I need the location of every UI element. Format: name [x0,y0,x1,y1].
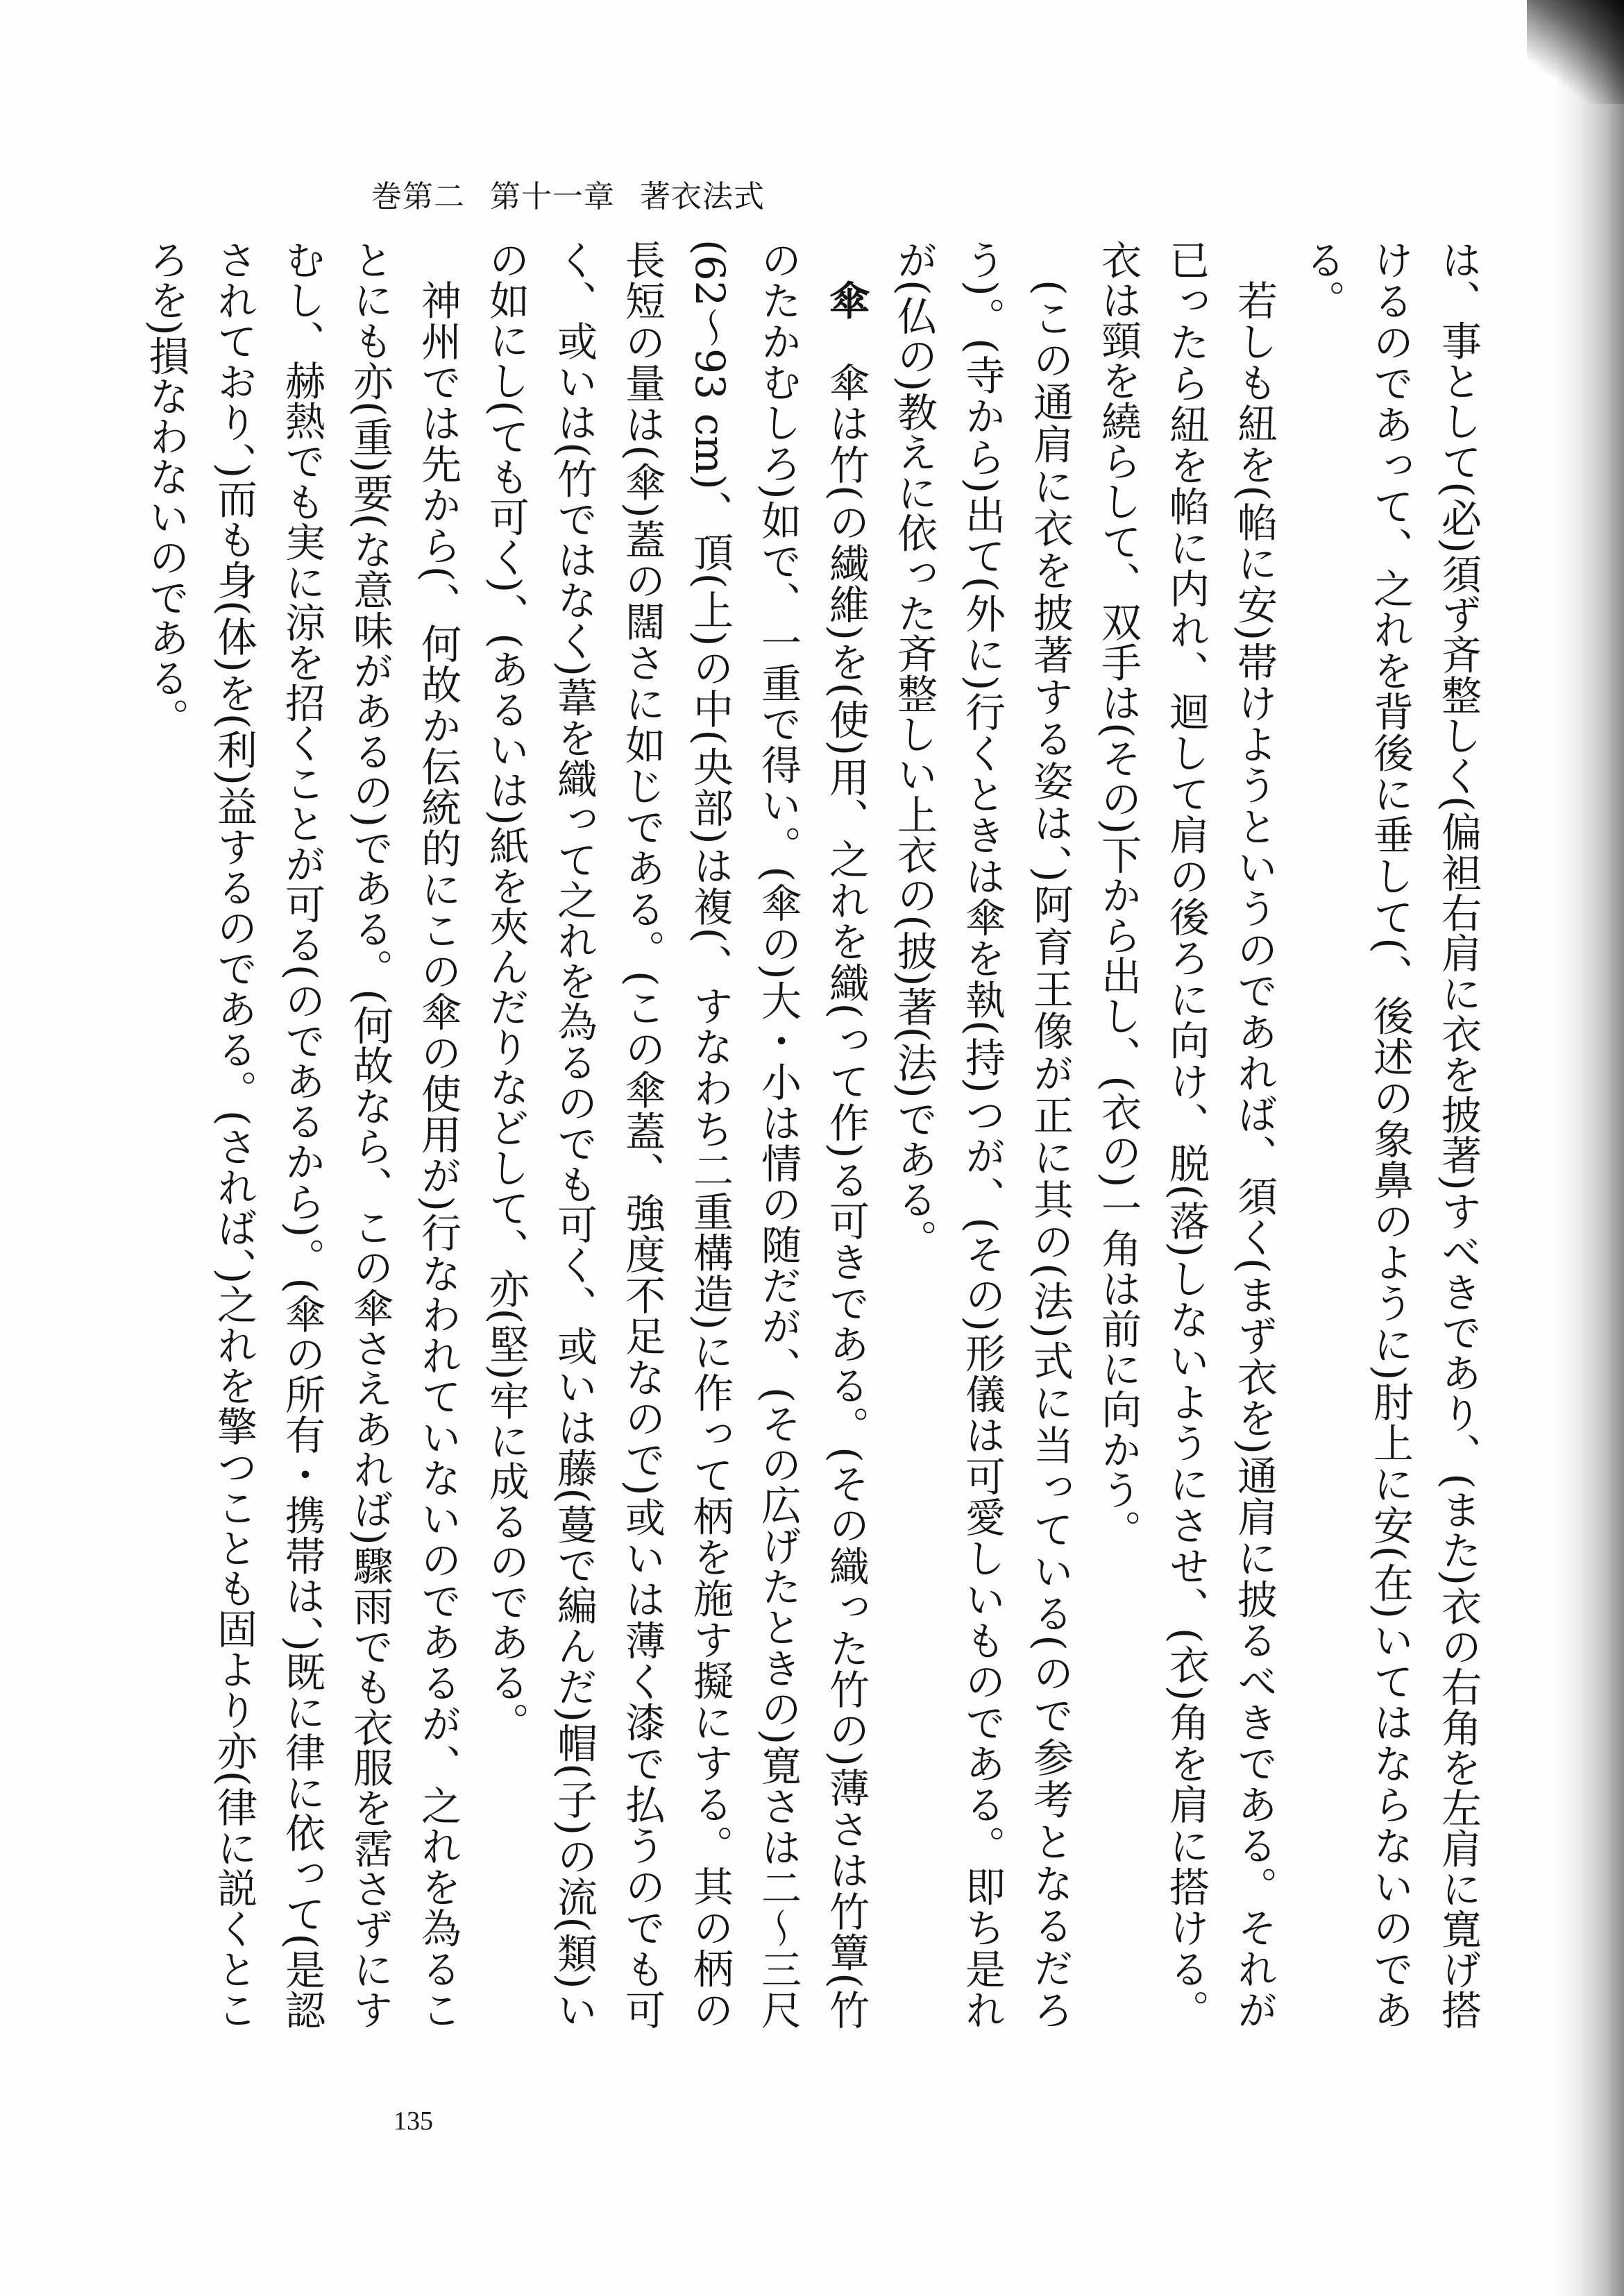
header-chapter: 第十一章 [490,179,615,214]
paragraph-text: (この通肩に衣を披著する姿は、)阿育王像が正に其の(法)式に当っている(ので参考となるだろう)。(寺から)出て(外に)行くときは傘を執(持)つが、(その)形儀は可愛しいものである。即ち是れが(仏の)教えに依った斉整しい上衣の(披)著(法)である。 [890,239,1074,2030]
paragraph-text: 傘は竹(の繊維)を(使)用、之れを織(って作)る可きである。(その織った竹の)薄さは竹簟(竹のたかむしろ)如で、一重で得い。(傘の)大・小は情の随だが、(その広げたときの)寛さは二～三尺(62～93 cm)、頂(上)の中(央部)は複(、すなわち二重構造)に作って柄を施す擬にする。其の柄の長短の量は(傘)蓋の闊さに如じである。(この傘蓋、強度不足なので)或いは薄く漆で払うのでも可く、或いは(竹ではなく)葦を織って之れを為るのでも可く、或いは藤(蔓で編んだ)帽(子)の流(類)いの如にし(ても可く)、(あるいは)紙を夾んだりなどして、亦(堅)牢に成るのである。 [482,239,870,2030]
scan-corner-shadow [1527,0,1624,104]
header-volume: 巻第二 [371,179,465,214]
header-section: 著衣法式 [640,179,765,214]
paragraph-text: 若しも紐を(㡊に安)帯けようというのであれば、須く(まず衣を)通肩に披るべきである。それが已ったら紐を㡊に内れ、迴して肩の後ろに向け、脱(落)しないようにさせ、(衣)角を肩に搭ける。衣は頸を繞らして、双手は(その)下から出し、(衣の)一角は前に向かう。 [1094,239,1278,2030]
paragraph-text: は、事として(必)須ず斉整しく(偏袒右肩に衣を披著)すべきであり、(また)衣の右角を左肩に寛げ搭けるのであって、之れを背後に垂して(、後述の象鼻のように)肘上に安(在)いてはならないのである。 [1299,239,1482,2030]
paragraph-5 [132,239,472,2030]
page-number: 135 [394,2107,433,2136]
body-text [142,239,1492,2030]
paragraph-2 [1084,239,1288,2030]
paragraph-3 [880,239,1084,2030]
paragraph-text: 神州では先から(、何故か伝統的にこの傘の使用が)行なわれていないのであるが、之れを為ることにも亦(重)要(な意味があるの)である。(何故なら、この傘さえあれば)驟雨でも衣服を霑さずにすむし、赫熱でも実に涼を招くことが可る(のであるから)。(傘の所有・携帯は、)既に律に依って(是認されており、)而も身(体)を(利)益するのである。(されば、)之れを擎つことも固より亦(律に説くところを)損なわないのである。 [142,239,462,2030]
scan-edge-shadow [1555,0,1624,2296]
paragraph-4 [472,239,880,2030]
running-header [371,171,790,216]
section-heading-umbrella: 傘 [822,280,870,321]
paragraph-1 [1288,239,1492,2030]
